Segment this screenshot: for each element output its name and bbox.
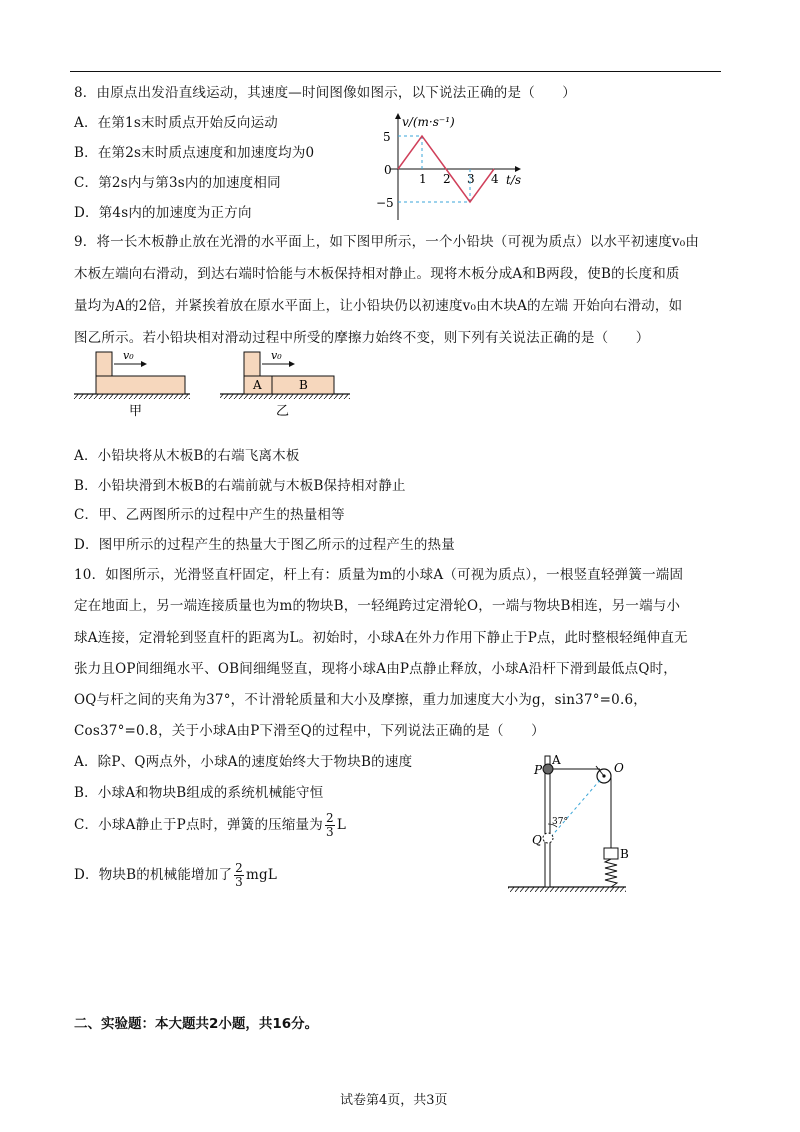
x-tick-label: 3 bbox=[467, 172, 475, 186]
q10-line-4: 张力且OP间细绳水平、OB间细绳竖直，现将小球A由P点静止释放，小球A沿杆下滑到最低点Q时， bbox=[74, 661, 677, 677]
q10-option-a: A．除P、Q两点外，小球A的速度始终大于物块B的速度 bbox=[74, 754, 413, 770]
label-b: B bbox=[299, 378, 308, 392]
ground-hatch bbox=[508, 887, 626, 892]
block-b bbox=[604, 848, 618, 859]
q8-option-c: C．第2s内与第3s内的加速度相同 bbox=[74, 175, 281, 191]
y-tick-neg5: −5 bbox=[376, 196, 394, 210]
x-tick-label: 2 bbox=[443, 172, 451, 186]
y-tick-5: 5 bbox=[383, 130, 391, 144]
y-tick-0: 0 bbox=[384, 163, 392, 177]
q10-line-1: 10．如图所示，光滑竖直杆固定，杆上有：质量为m的小球A（可视为质点），一根竖直轻弹簧一端固 bbox=[74, 567, 684, 583]
fig-jia bbox=[74, 349, 190, 419]
fraction: $\frac{2}{3}$ bbox=[325, 811, 334, 839]
caption-jia: 甲 bbox=[129, 404, 143, 419]
q10-line-2: 定在地面上，另一端连接质量也为m的物块B，一轻绳跨过定滑轮O，一端与物块B相连，另一端与小 bbox=[74, 598, 681, 614]
ground-hatch bbox=[220, 394, 350, 399]
q8-option-a: A．在第1s末时质点开始反向运动 bbox=[74, 115, 278, 131]
q10-line-6: Cos37°=0.8，关于小球A由P下滑至Q的过程中，下列说法正确的是（ ） bbox=[74, 723, 545, 739]
vertical-rod bbox=[545, 756, 550, 887]
caption-yi: 乙 bbox=[276, 404, 290, 419]
lead-block bbox=[96, 352, 112, 376]
label-a: A bbox=[253, 378, 262, 392]
q10-line-3: 球A连接，定滑轮到竖直杆的距离为L。初始时，小球A在外力作用下静止于P点，此时整根轻绳伸直无 bbox=[74, 630, 688, 646]
q9-line-1: 9．将一长木板静止放在光滑的水平面上，如下图甲所示，一个小铅块（可视为质点）以水平初速度v₀由 bbox=[74, 234, 700, 250]
q8-stem: 8．由原点出发沿直线运动，其速度—时间图像如图示，以下说法正确的是（ ） bbox=[74, 85, 576, 101]
q9-option-a: A．小铅块将从木板B的右端飞离木板 bbox=[74, 448, 300, 464]
ground-hatch bbox=[74, 394, 190, 399]
t-axis-label: t/s bbox=[506, 173, 522, 187]
q10-option-c-unit: L bbox=[336, 817, 346, 833]
q10-option-c bbox=[74, 812, 346, 839]
q10-option-d-unit: mgL bbox=[246, 867, 278, 883]
q8-option-b: B．在第2s末时质点速度和加速度均为0 bbox=[74, 145, 315, 161]
q9-line-3: 量均为A的2倍，并紧挨着放在原水平面上，让小铅块仍以初速度v₀由木块A的左端 开始向右滑动，如 bbox=[74, 298, 683, 314]
label-angle: 37° bbox=[552, 817, 568, 827]
q8-vt-graph bbox=[350, 108, 540, 228]
long-board bbox=[96, 376, 185, 394]
v-axis-label: v/(m·s⁻¹) bbox=[402, 115, 455, 129]
label-q: Q bbox=[532, 833, 542, 847]
q9-figures bbox=[70, 344, 360, 420]
label-p: P bbox=[534, 763, 543, 777]
q9-line-2: 木板左端向右滑动，到达右端时恰能与木板保持相对静止。现将木板分成A和B两段，使B的长度和质 bbox=[74, 266, 680, 282]
q10-option-d bbox=[74, 862, 277, 889]
fraction: $\frac{2}{3}$ bbox=[235, 861, 243, 889]
section-2-title: 二、实验题：本大题共2小题，共16分。 bbox=[74, 1016, 319, 1032]
q10-figure bbox=[500, 748, 640, 898]
q10-option-d-text: D．物块B的机械能增加了 bbox=[74, 867, 233, 883]
label-o: O bbox=[614, 761, 624, 775]
v0-label: v₀ bbox=[123, 349, 134, 362]
rope-oq-dashed bbox=[550, 780, 600, 838]
top-rule bbox=[70, 71, 721, 72]
q9-option-b: B．小铅块滑到木板B的右端前就与木板B保持相对静止 bbox=[74, 478, 406, 494]
q10-line-5: OQ与杆之间的夹角为37°，不计滑轮质量和大小及摩擦，重力加速度大小为g，sin37°=0.6， bbox=[74, 692, 647, 708]
v0-label: v₀ bbox=[271, 349, 282, 362]
label-b: B bbox=[620, 847, 629, 861]
x-tick-label: 4 bbox=[491, 172, 499, 186]
ball-a-at-q bbox=[543, 833, 553, 843]
q9-option-d: D．图甲所示的过程产生的热量大于图乙所示的过程产生的热量 bbox=[74, 537, 455, 553]
fig-yi bbox=[220, 349, 350, 419]
label-a: A bbox=[552, 753, 561, 767]
q10-option-b: B．小球A和物块B组成的系统机械能守恒 bbox=[74, 785, 324, 801]
x-tick-label: 1 bbox=[419, 172, 427, 186]
lead-block bbox=[244, 352, 260, 376]
spring bbox=[605, 859, 617, 887]
q10-option-c-text: C．小球A静止于P点时，弹簧的压缩量为 bbox=[74, 817, 323, 833]
q9-option-c: C．甲、乙两图所示的过程中产生的热量相等 bbox=[74, 507, 345, 523]
page-footer: 试卷第4页，共3页 bbox=[340, 1093, 448, 1108]
q9-line-4: 图乙所示。若小铅块相对滑动过程中所受的摩擦力始终不变，则下列有关说法正确的是（ ） bbox=[74, 330, 650, 346]
q8-option-d: D．第4s内的加速度为正方向 bbox=[74, 205, 252, 221]
